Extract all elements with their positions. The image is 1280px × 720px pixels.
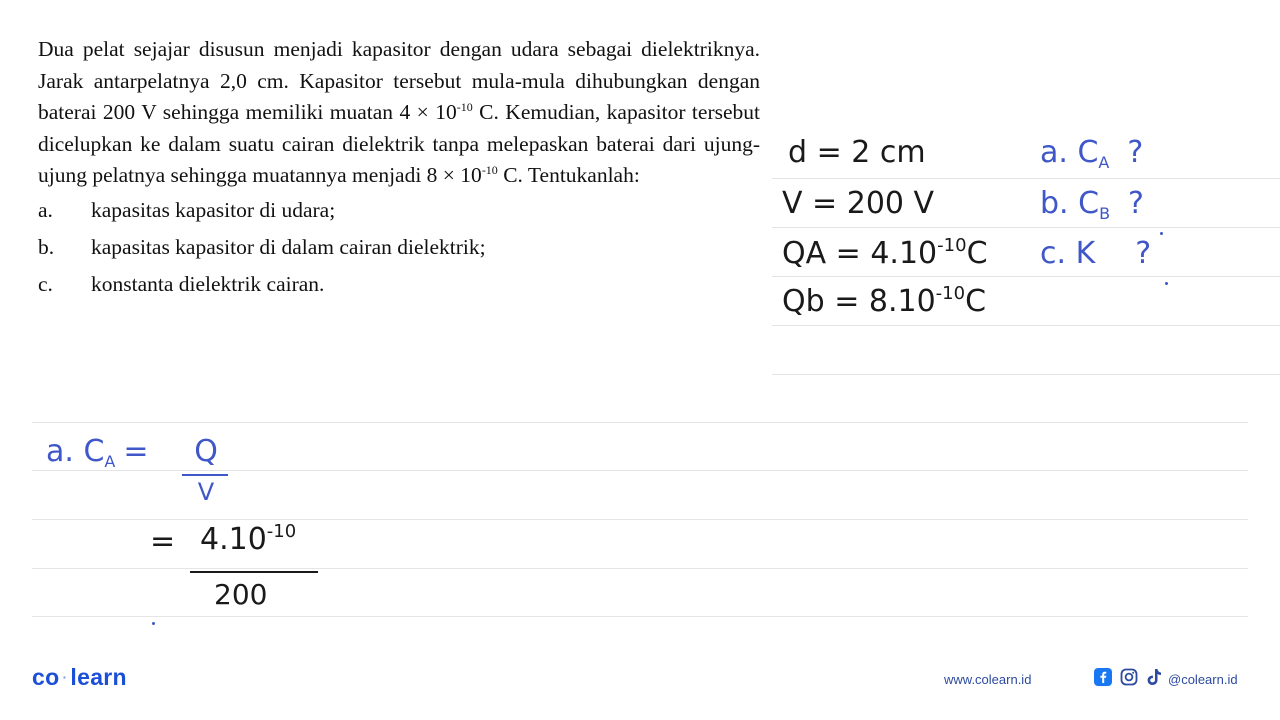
asked-capacitance-a: a. $C_A$ ? (1040, 135, 1144, 172)
problem-paragraph: Dua pelat sejajar disusun menjadi kapasitor dengan udara sebagai dielektriknya. Jarak antarpelatnya 2,0 cm. Kapasitor tersebut mula-mula dihubungkan dengan baterai 200 V sehingga memiliki muatan $4 \times 10^{-10}$ C. Kemudian, kapasitor tersebut dicelupkan ke dalam suatu cairan dielektrik tanpa melepaskan baterai dari ujung-ujung pelatnya sehingga muatannya menjadi $8 \times 10^{-10}$ C. Tentukanlah: (38, 37, 760, 188)
fraction-numerator-value: $4.10^{-10}$ (200, 521, 297, 557)
social-handle[interactable]: @colearn.id (1168, 672, 1238, 687)
solution-equals: = (150, 524, 176, 559)
ruled-line (32, 616, 1248, 617)
question-item-b: b. kapasitas kapasitor di dalam cairan dielektrik; (38, 234, 486, 259)
known-voltage: V = 200 V (782, 186, 935, 221)
ruled-line (772, 325, 1280, 326)
known-charge-b: $Qb = 8.10^{-10}C$ (782, 283, 987, 319)
instagram-icon[interactable] (1120, 668, 1138, 686)
ruled-line (32, 470, 1248, 471)
asked-capacitance-b: b. $C_B$ ? (1040, 186, 1144, 223)
fraction-numerator-q: Q (194, 434, 218, 469)
ink-dot (1165, 282, 1168, 285)
fraction-bar (182, 474, 228, 476)
known-distance: d = 2 cm (788, 135, 926, 170)
fraction-bar (190, 571, 318, 573)
ruled-line (772, 227, 1280, 228)
colearn-logo[interactable]: co · learn (32, 664, 127, 690)
ruled-line (772, 276, 1280, 277)
problem-statement (38, 34, 760, 303)
ink-dot (1160, 232, 1163, 235)
tiktok-icon[interactable] (1146, 668, 1162, 686)
question-list (38, 192, 760, 303)
ink-dot (152, 622, 155, 625)
website-link[interactable]: www.colearn.id (944, 672, 1032, 687)
question-item-a: a. kapasitas kapasitor di udara; (38, 197, 336, 222)
asked-dielectric-constant: c. K ? (1040, 236, 1152, 271)
ruled-line (772, 178, 1280, 179)
ruled-line (772, 374, 1280, 375)
fraction-denominator-v: V (197, 478, 215, 506)
known-charge-a: QA = $4.10^{-10}C$ (782, 235, 988, 271)
ruled-line (32, 519, 1248, 520)
solution-line-1: a. $C_A$ = (46, 434, 149, 471)
question-item-c: c. konstanta dielektrik cairan. (38, 271, 325, 296)
fraction-denominator-value: 200 (214, 578, 268, 611)
ruled-line (32, 422, 1248, 423)
facebook-icon[interactable] (1094, 668, 1112, 686)
ruled-line (32, 568, 1248, 569)
